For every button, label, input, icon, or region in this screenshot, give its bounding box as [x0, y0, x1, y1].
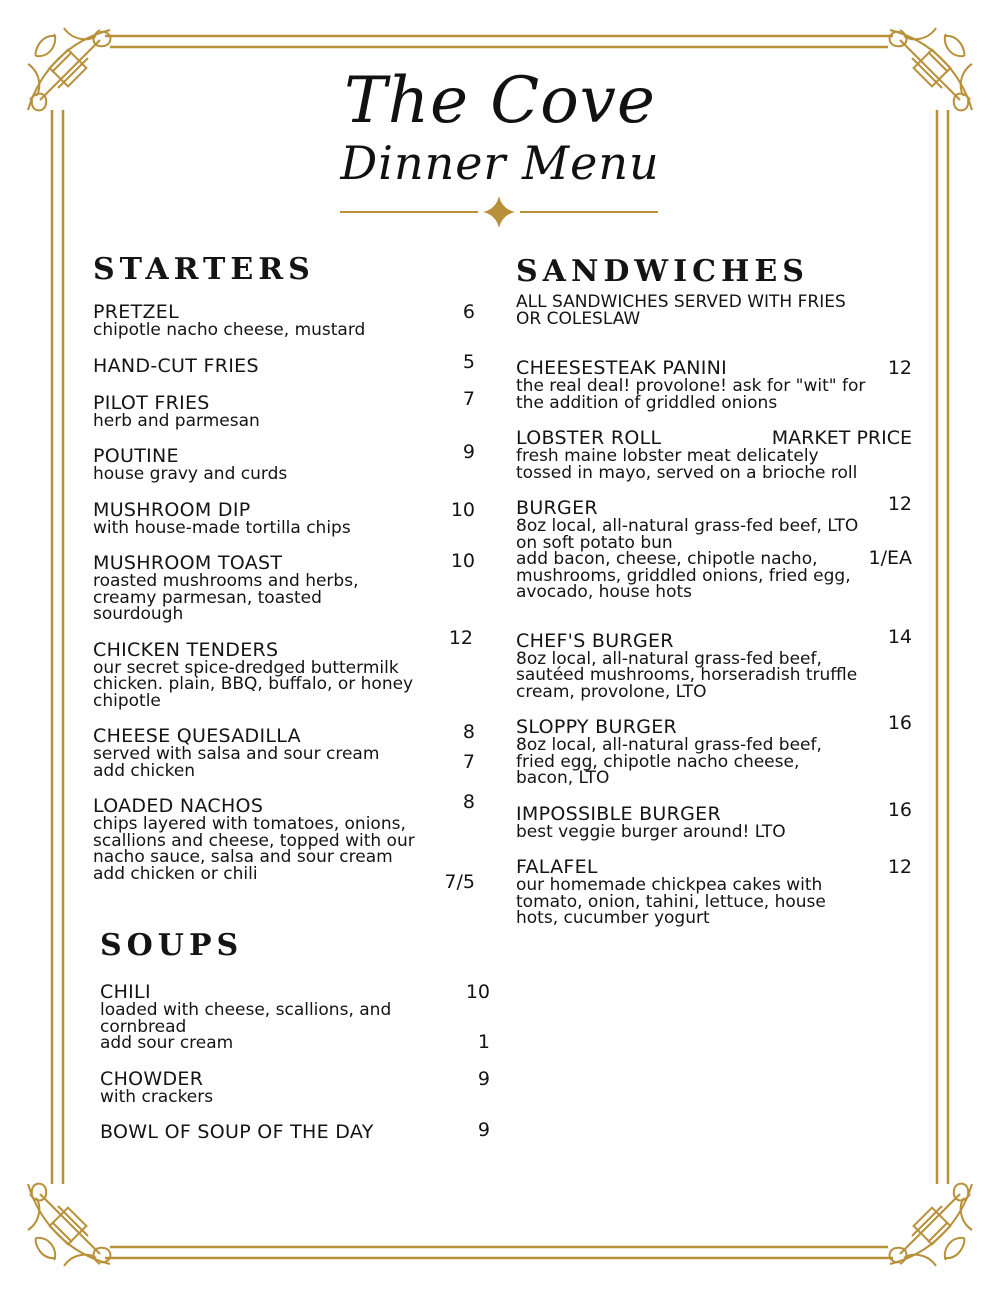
item-price: 8 [462, 721, 475, 743]
item-price: 10 [450, 550, 475, 572]
item-name: CHOWDER [100, 1067, 204, 1090]
item-name: PRETZEL [93, 301, 179, 323]
menu-item-chili [100, 982, 490, 1052]
menu-item-mushroom-toast [93, 550, 475, 624]
item-name: POUTINE [93, 445, 179, 467]
menu-item-mushroom-dip [93, 500, 475, 537]
item-addon-price: 1/EA [868, 547, 912, 569]
item-name: CHEF'S BURGER [516, 629, 674, 652]
item-name: BURGER [516, 497, 598, 519]
sandwiches-note: ALL SANDWICHES SERVED WITH FRIES OR COLESLAW [516, 292, 846, 329]
item-price: 14 [887, 625, 912, 648]
item-description: with house-made tortilla chips [93, 517, 351, 538]
menu-item-soup-of-the-day [100, 1119, 490, 1143]
item-description: house gravy and curds [93, 464, 288, 484]
item-price: 10 [465, 981, 490, 1003]
item-description: chipotle nacho cheese, mustard [93, 320, 366, 340]
item-price: 9 [477, 1119, 490, 1141]
sandwiches-heading: SANDWICHES [516, 254, 809, 289]
sparkle-star-icon [483, 196, 515, 228]
item-description: loaded with cheese, scallions, and cornbread [100, 1000, 392, 1037]
item-addon-price: 1 [477, 1031, 490, 1053]
menu-item-poutine [93, 441, 475, 484]
item-price: 10 [450, 498, 475, 521]
item-description: with crackers [100, 1086, 214, 1107]
item-price: 12 [887, 357, 912, 379]
item-price: 12 [887, 856, 912, 878]
starters-heading: STARTERS [93, 252, 315, 287]
item-addon: add sour cream [100, 1033, 234, 1053]
menu-item-lobster-roll [516, 428, 912, 481]
corner-ornament-bottom-left-icon [28, 1184, 110, 1266]
item-addon: add chicken or chili [93, 863, 258, 884]
item-name: LOADED NACHOS [93, 795, 264, 817]
item-description: 8oz local, all-natural grass-fed beef, sautéed mushrooms, horseradish truffle cream, provolone, LTO [516, 648, 858, 702]
menu-item-chowder [100, 1069, 490, 1106]
item-price: 9 [462, 441, 475, 463]
item-name: IMPOSSIBLE BURGER [516, 802, 721, 825]
item-description: our secret spice-dredged buttermilk chicken. plain, BBQ, buffalo, or honey chipotle [93, 657, 414, 711]
item-name: CHICKEN TENDERS [93, 638, 279, 661]
item-price: 6 [462, 301, 475, 323]
item-description: best veggie burger around! LTO [516, 821, 786, 842]
menu-item-burger [516, 493, 912, 602]
item-price: 12 [887, 493, 912, 515]
item-addon-price: 7/5 [444, 871, 475, 893]
menu-item-pilot-fries [93, 387, 475, 431]
restaurant-name: The Cove [344, 64, 656, 138]
menu-item-cheese-quesadilla [93, 721, 475, 781]
item-name: CHILI [100, 981, 151, 1003]
menu-item-loaded-nachos [93, 791, 475, 893]
item-price: 8 [462, 791, 475, 813]
soups-heading: SOUPS [100, 928, 244, 963]
item-name: SLOPPY BURGER [516, 716, 678, 738]
item-price: MARKET PRICE [771, 427, 912, 449]
item-name: MUSHROOM TOAST [93, 552, 283, 574]
menu-item-hand-cut-fries [93, 350, 475, 377]
item-description: chips layered with tomatoes, onions, scallions and cheese, topped with our nacho sauce, salsa and sour cream [93, 814, 415, 867]
item-description: fresh maine lobster meat delicately tossed in mayo, served on a brioche roll [516, 446, 858, 483]
menu-item-impossible-burger [516, 798, 912, 842]
item-price: 5 [462, 350, 475, 373]
item-name: MUSHROOM DIP [93, 498, 251, 521]
item-description: roasted mushrooms and herbs, creamy parmesan, toasted sourdough [93, 571, 359, 624]
item-description: 8oz local, all-natural grass-fed beef, LTO on soft potato bun [516, 516, 859, 553]
item-name: FALAFEL [516, 856, 598, 878]
item-description: herb and parmesan [93, 410, 260, 431]
menu-item-chicken-tenders [93, 626, 475, 711]
item-addon-price: 7 [462, 751, 475, 773]
item-price: 7 [462, 387, 475, 410]
menu-item-chefs-burger [516, 625, 912, 702]
item-name: PILOT FRIES [93, 391, 210, 414]
item-name: CHEESE QUESADILLA [93, 725, 301, 747]
menu-item-falafel [516, 857, 912, 927]
menu-item-cheesesteak-panini [516, 358, 912, 411]
item-price: 9 [477, 1067, 490, 1090]
item-addon: add chicken [93, 760, 196, 781]
item-addon: add bacon, cheese, chipotle nacho, mushrooms, griddled onions, fried egg, avocado, house hots [516, 549, 851, 602]
soups-list [100, 982, 490, 1159]
item-price: 12 [448, 626, 473, 649]
item-name: HAND-CUT FRIES [93, 354, 259, 377]
item-description: our homemade chickpea cakes with tomato, onion, tahini, lettuce, house hots, cucumber yogurt [516, 875, 826, 928]
item-price: 16 [887, 712, 912, 734]
starters-list [93, 302, 475, 899]
menu-title: Dinner Menu [340, 136, 660, 190]
item-description: 8oz local, all-natural grass-fed beef, fried egg, chipotle nacho cheese, bacon, LTO [516, 735, 822, 788]
item-price: 16 [887, 798, 912, 821]
title-divider [340, 196, 658, 228]
item-name: LOBSTER ROLL [516, 427, 662, 449]
menu-item-sloppy-burger [516, 712, 912, 788]
menu-item-pretzel [93, 302, 475, 339]
item-description: the real deal! provolone! ask for "wit" for the addition of griddled onions [516, 376, 866, 413]
item-name: CHEESESTEAK PANINI [516, 357, 728, 379]
item-description: served with salsa and sour cream [93, 744, 380, 764]
corner-ornament-bottom-right-icon [890, 1184, 972, 1266]
sandwiches-list [516, 294, 912, 944]
item-name: BOWL OF SOUP OF THE DAY [100, 1121, 374, 1143]
